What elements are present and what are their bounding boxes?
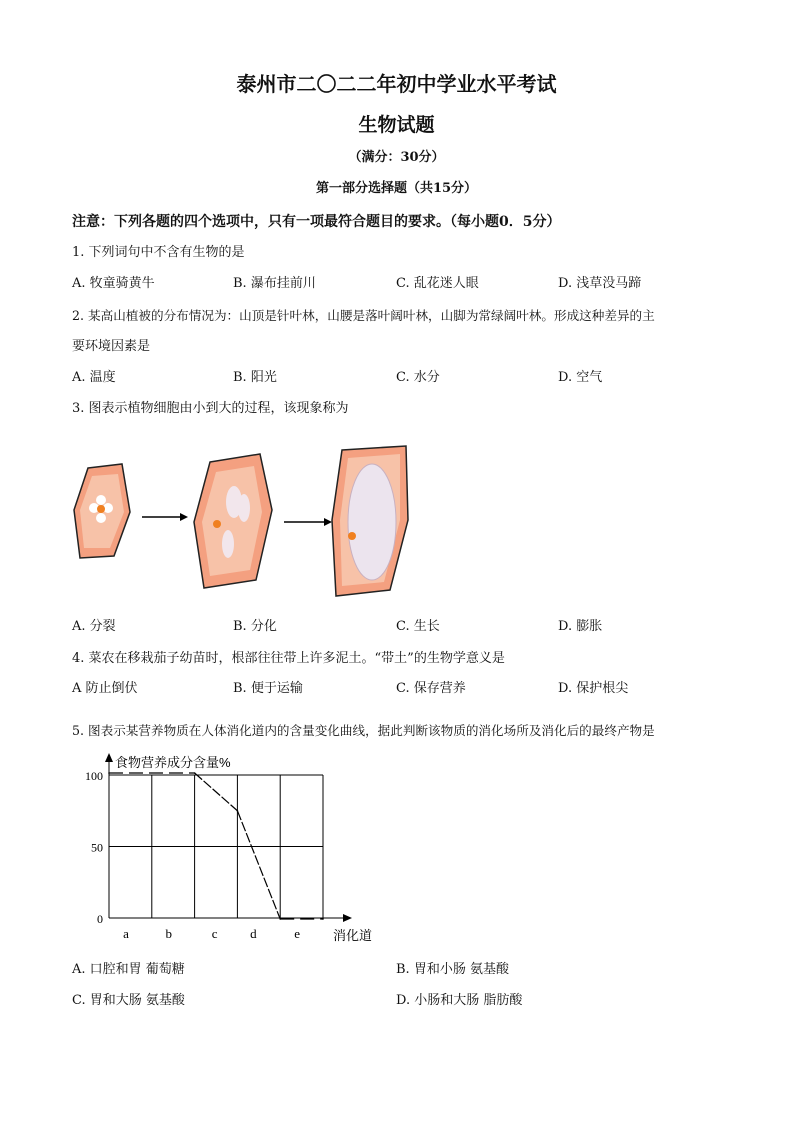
curve-segment [195,773,238,811]
option: D. 膨胀 [558,619,603,634]
x-tick-label: c [211,926,218,941]
data-point [108,772,110,774]
y-tick-label: 100 [85,769,103,783]
data-point [322,918,324,920]
x-tick-label: a [123,926,129,941]
subject-title: 生物试题 [358,114,435,136]
exam-title: 泰州市二〇二二年初中学业水平考试 [236,72,557,96]
data-point [194,772,196,774]
option: D. 浅草没马蹄 [558,276,642,291]
x-tick-label: e [294,926,301,941]
x-axis-label: 消化道 [333,928,373,943]
option: C. 保存营养 [396,681,466,696]
option: C. 水分 [396,370,440,385]
option: A. 牧童骑黄牛 [72,276,155,291]
question-5-stem: 5. 图表示某营养物质在人体消化道内的含量变化曲线，据此判断该物质的消化场所及消化后的最终产物是 [72,723,655,738]
option: D. 空气 [558,370,603,385]
option: A. 口腔和胃 葡萄糖 [72,962,185,977]
instructions: 注意：下列各题的四个选项中，只有一项最符合题目的要求。（每小题0．5分） [72,214,561,230]
question-2-stem: 2. 某高山植被的分布情况为：山顶是针叶林，山腰是落叶阔叶林，山脚为常绿阔叶林。形成这种差异的主 [72,308,655,323]
option: C. 胃和大肠 氨基酸 [72,993,185,1008]
question-3-stem: 3. 图表示植物细胞由小到大的过程，该现象称为 [72,401,349,416]
question-1-stem: 1. 下列词句中不含有生物的是 [72,245,245,260]
option: B. 分化 [233,619,277,634]
option: A 防止倒伏 [72,681,138,696]
question-2-stem-cont: 要环境因素是 [72,339,151,354]
question-4-stem: 4. 菜农在移栽茄子幼苗时，根部往往带上许多泥土。“带土”的生物学意义是 [72,651,505,666]
y-tick-label: 0 [97,912,103,926]
option: A. 分裂 [72,619,116,634]
option: C. 乱花迷人眼 [396,276,479,291]
option: B. 阳光 [233,370,277,385]
data-point [279,918,281,920]
option: D. 保护根尖 [558,681,629,696]
option: B. 便于运输 [233,681,303,696]
data-point [237,810,239,812]
y-axis-label: 食物营养成分含量% [115,755,231,770]
x-tick-label: b [165,926,173,941]
full-score: （满分：30分） [348,150,445,165]
option: A. 温度 [72,370,116,385]
section-title: 第一部分选择题（共15分） [315,181,478,196]
option: C. 生长 [396,619,440,634]
x-axis-arrow-icon [343,914,352,922]
option: B. 胃和小肠 氨基酸 [396,962,509,977]
y-tick-label: 50 [91,840,103,855]
option: D. 小肠和大肠 脂肪酸 [396,993,523,1008]
curve-segment [237,811,280,919]
y-axis-arrow-icon [105,753,113,762]
x-tick-label: d [250,926,257,941]
option: B. 瀑布挂前川 [233,276,316,291]
